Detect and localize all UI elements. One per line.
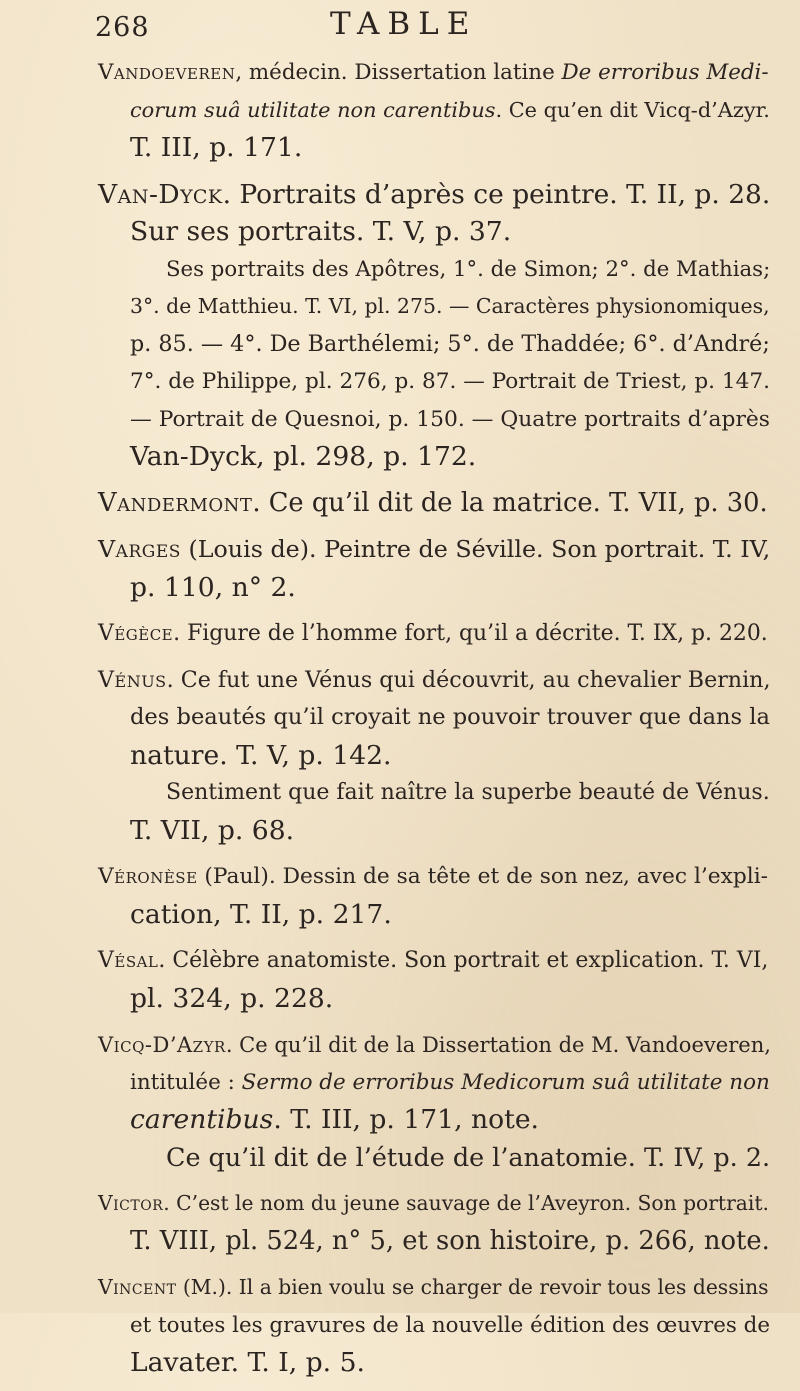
- index-entry: [0, 531, 800, 606]
- running-title: TABLE: [330, 6, 478, 42]
- entry-text: . Ce qu’en dit Vicq-d’Azyr.: [495, 97, 770, 122]
- entry-text: . Ce fut une Vénus qui découvrit, au chevalier Bernin,: [166, 666, 771, 693]
- entry-text: T. VII, p. 68.: [130, 814, 295, 846]
- entry-text: Ses portraits des Apôtres, 1°. de Simon; 2°. de Mathias;: [166, 256, 771, 282]
- index-entry: [0, 942, 800, 1017]
- index-entry: [0, 1269, 800, 1382]
- entry-line: [0, 1026, 800, 1064]
- entry-text: des beautés qu’il croyait ne pouvoir trouver que dans la: [130, 704, 770, 730]
- entry-text: — Portrait de Quesnoi, p. 150. — Quatre portraits d’après: [130, 406, 770, 432]
- entry-line: [0, 92, 800, 130]
- entry-headword: Vénus: [98, 666, 167, 693]
- entry-line: [0, 485, 800, 523]
- entry-text: et toutes les gravures de la nouvelle édition des œuvres de: [130, 1312, 770, 1338]
- entry-headword: Véronèse: [98, 864, 198, 889]
- entry-text: (M.). Il a bien voulu se charger de revoir tous les dessins: [176, 1275, 769, 1299]
- entry-text: . Ce qu’il dit de la Dissertation de M. Vandoeveren,: [225, 1032, 771, 1057]
- entry-line: [0, 438, 800, 476]
- entry-line: [0, 699, 800, 737]
- entry-line: [0, 251, 800, 289]
- entry-text: 7°. de Philippe, pl. 276, p. 87. — Portrait de Triest, p. 147.: [130, 369, 770, 394]
- entry-line: [0, 213, 800, 251]
- index-entry: [0, 858, 800, 933]
- entry-text: Van-Dyck, pl. 298, p. 172.: [130, 441, 477, 472]
- index-entry: [0, 615, 800, 653]
- entry-text: p. 110, n° 2.: [130, 571, 296, 603]
- index-entry: [0, 662, 800, 850]
- entry-headword: Varges: [98, 535, 181, 563]
- entry-text: intitulée :: [130, 1069, 242, 1095]
- entry-line: [0, 774, 800, 812]
- entry-line: [0, 1344, 800, 1382]
- entry-headword: Vésal: [98, 948, 159, 973]
- entry-line: [0, 942, 800, 980]
- index-entry: [0, 176, 800, 476]
- entry-line: [0, 858, 800, 896]
- entry-line: [0, 980, 800, 1018]
- entry-line: [0, 896, 800, 934]
- entry-italic-text: carentibus: [130, 1104, 274, 1135]
- entry-text: (Louis de). Peintre de Séville. Son portrait. T. IV,: [180, 535, 771, 563]
- entry-line: [0, 737, 800, 775]
- entry-line: [0, 531, 800, 569]
- entry-line: [0, 1139, 800, 1177]
- entry-italic-text: De erroribus Medi-: [561, 60, 769, 85]
- entry-text: . T. III, p. 171, note.: [273, 1104, 540, 1135]
- entry-text: nature. T. V, p. 142.: [130, 739, 392, 771]
- entry-line: [0, 1185, 800, 1223]
- entry-line: [0, 569, 800, 607]
- entry-text: . Portraits d’après ce peintre. T. II, p. 28.: [222, 178, 771, 210]
- entry-text: Ce qu’il dit de l’étude de l’anatomie. T. IV, p. 2.: [166, 1141, 771, 1172]
- entry-headword: Van-Dyck: [98, 178, 223, 210]
- entry-line: [0, 1101, 800, 1139]
- entry-line: [0, 363, 800, 401]
- entry-line: [0, 1307, 800, 1345]
- entry-line: [0, 288, 800, 326]
- entry-text: . Célèbre anatomiste. Son portrait et explication. T. VI,: [158, 948, 769, 973]
- entry-text: Sur ses portraits. T. V, p. 37.: [130, 216, 512, 247]
- entry-text: Lavater. T. I, p. 5.: [130, 1347, 365, 1378]
- entry-line: [0, 662, 800, 700]
- entry-text: . C’est le nom du jeune sauvage de l’Aveyron. Son portrait.: [163, 1191, 769, 1215]
- entry-text: , médecin. Dissertation latine: [235, 60, 562, 85]
- entry-line: [0, 812, 800, 850]
- index-entry: [0, 54, 800, 167]
- entry-line: [0, 1064, 800, 1102]
- entry-line: [0, 615, 800, 653]
- entry-text: p. 85. — 4°. De Barthélemi; 5°. de Thaddée; 6°. d’André;: [130, 330, 770, 357]
- index-entry: [0, 1026, 800, 1176]
- page-header: [0, 6, 800, 46]
- entry-line: [0, 401, 800, 439]
- entry-line: [0, 54, 800, 92]
- entry-headword: Vicq-D’Azyr: [98, 1032, 226, 1057]
- entry-line: [0, 1269, 800, 1307]
- index-entries: [0, 54, 800, 1391]
- index-entry: [0, 485, 800, 523]
- page-number: 268: [95, 12, 150, 43]
- entry-text: 3°. de Matthieu. T. VI, pl. 275. — Caractères physionomiques,: [130, 294, 770, 318]
- entry-headword: Végèce: [98, 621, 174, 646]
- entry-text: . Figure de l’homme fort, qu’il a décrite. T. IX, p. 220.: [173, 621, 768, 646]
- entry-headword: Vandermont: [98, 487, 253, 518]
- entry-text: pl. 324, p. 228.: [130, 982, 334, 1014]
- entry-text: T. III, p. 171.: [130, 132, 303, 163]
- entry-text: . Ce qu’il dit de la matrice. T. VII, p. 30.: [252, 487, 768, 518]
- entry-headword: Victor: [98, 1191, 164, 1215]
- entry-text: T. VIII, pl. 524, n° 5, et son histoire, p. 266, note.: [130, 1225, 770, 1256]
- index-entry: [0, 1185, 800, 1260]
- entry-line: [0, 129, 800, 167]
- entry-italic-text: corum suâ utilitate non carentibus: [130, 97, 496, 122]
- entry-text: cation, T. II, p. 217.: [130, 898, 392, 930]
- entry-line: [0, 1223, 800, 1261]
- entry-headword: Vandoeveren: [98, 60, 236, 85]
- entry-text: Sentiment que fait naître la superbe beauté de Vénus.: [166, 780, 770, 805]
- entry-text: (Paul). Dessin de sa tête et de son nez, avec l’expli-: [197, 864, 768, 889]
- entry-italic-text: Sermo de erroribus Medicorum suâ utilitate non: [241, 1069, 770, 1095]
- entry-line: [0, 326, 800, 364]
- entry-line: [0, 176, 800, 214]
- entry-headword: Vincent: [98, 1275, 177, 1299]
